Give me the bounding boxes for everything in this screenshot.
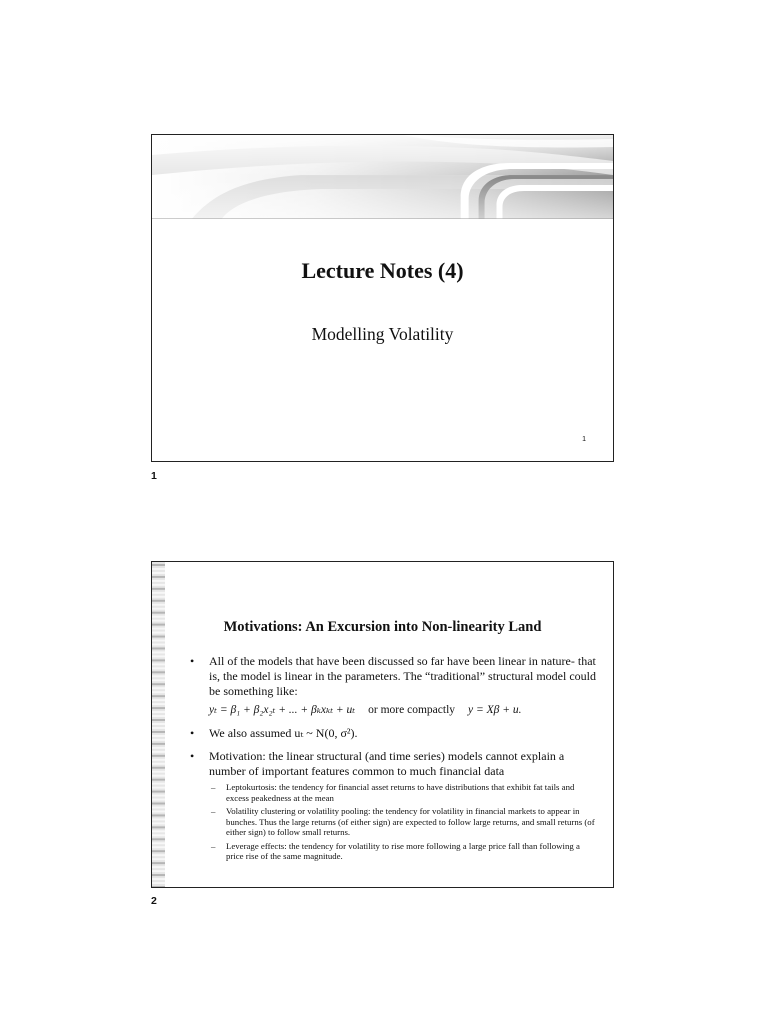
- bullet-text: All of the models that have been discussed so far have been linear in nature- that is, the model is linear in the parameters. The “traditional” structural model could be something like:: [209, 654, 596, 698]
- formula-connector: or more compactly: [368, 704, 456, 716]
- bullet-item: [188, 726, 597, 741]
- stripe-line: [152, 783, 165, 785]
- stripe-line: [152, 866, 165, 868]
- bullet-item: [188, 749, 597, 862]
- stripe-line: [152, 791, 165, 793]
- slide-body: [188, 654, 597, 870]
- stripe-line: [152, 663, 165, 665]
- slide-subtitle: Modelling Volatility: [311, 324, 454, 344]
- stripe-line: [152, 803, 165, 805]
- stripe-line: [152, 568, 165, 570]
- stripe-line: [152, 858, 165, 860]
- stripe-line: [152, 679, 165, 681]
- stripe-line: [152, 604, 165, 606]
- stripe-line: [152, 838, 165, 840]
- decorative-stripes: [152, 562, 165, 887]
- sub-bullet-item: – Volatility clustering or volatility pooling: the tendency for volatility in financial markets to appear in bunches. Thus the large returns (of either sign) are expected to follow large returns, and small returns (of either sign) to follow small returns.: [209, 806, 597, 838]
- stripe-line: [152, 667, 165, 669]
- content-slide: [151, 561, 614, 888]
- slide-number: 1: [582, 436, 586, 443]
- stripe-line: [152, 596, 165, 598]
- stripe-line: [152, 834, 165, 836]
- stripe-line: [152, 771, 165, 773]
- stripe-line: [152, 695, 165, 697]
- stripe-line: [152, 850, 165, 852]
- stripe-line: [152, 699, 165, 701]
- stripe-line: [152, 572, 165, 574]
- stripe-line: [152, 874, 165, 876]
- stripe-line: [152, 691, 165, 693]
- stripe-line: [152, 643, 165, 645]
- stripe-line: [152, 751, 165, 753]
- stripe-line: [152, 584, 165, 586]
- stripe-line: [152, 707, 165, 709]
- formula-line: [209, 703, 597, 718]
- stripe-line: [152, 576, 165, 578]
- formula-main: yₜ = β₁ + β₂x₂ₜ + ... + βₖxₖₜ + uₜ: [209, 704, 356, 716]
- stripe-line: [152, 655, 165, 657]
- stripe-line: [152, 822, 165, 824]
- decorative-banner: [152, 135, 613, 219]
- stripe-line: [152, 810, 165, 812]
- bullet-list: [188, 654, 597, 862]
- stripe-line: [152, 854, 165, 856]
- stripe-line: [152, 787, 165, 789]
- page-number: 1: [151, 470, 157, 482]
- stripe-line: [152, 735, 165, 737]
- stripe-line: [152, 640, 165, 642]
- stripe-line: [152, 564, 165, 566]
- stripe-line: [152, 612, 165, 614]
- stripe-line: [152, 830, 165, 832]
- stripe-line: [152, 608, 165, 610]
- sub-bullet-item: – Leverage effects: the tendency for volatility to rise more following a large price fall than following a price rise of the same magnitude.: [209, 841, 597, 862]
- stripe-line: [152, 703, 165, 705]
- stripe-line: [152, 818, 165, 820]
- stripe-line: [152, 763, 165, 765]
- stripe-line: [152, 659, 165, 661]
- sub-bullet-item: – Leptokurtosis: the tendency for financial asset returns to have distributions that exhibit fat tails and excess peakedness at the mean: [209, 782, 597, 803]
- stripe-line: [152, 711, 165, 713]
- page-number: 2: [151, 895, 157, 907]
- stripe-line: [152, 846, 165, 848]
- stripe-line: [152, 767, 165, 769]
- stripe-line: [152, 731, 165, 733]
- bullet-item: [188, 654, 597, 718]
- slide-title: Motivations: An Excursion into Non-linearity Land: [223, 619, 542, 635]
- stripe-line: [152, 795, 165, 797]
- title-slide: [151, 134, 614, 462]
- stripe-line: [152, 743, 165, 745]
- stripe-line: [152, 715, 165, 717]
- stripe-line: [152, 675, 165, 677]
- stripe-line: [152, 775, 165, 777]
- stripe-line: [152, 651, 165, 653]
- stripe-line: [152, 814, 165, 816]
- stripe-line: [152, 580, 165, 582]
- stripe-line: [152, 806, 165, 808]
- stripe-line: [152, 616, 165, 618]
- stripe-line: [152, 747, 165, 749]
- stripe-line: [152, 870, 165, 872]
- bullet-text: Motivation: the linear structural (and time series) models cannot explain a number of important features common to much financial data: [209, 749, 565, 778]
- slide-title: Lecture Notes (4): [301, 258, 464, 283]
- stripe-line: [152, 727, 165, 729]
- stripe-line: [152, 723, 165, 725]
- stripe-line: [152, 683, 165, 685]
- stripe-line: [152, 878, 165, 880]
- stripe-line: [152, 886, 165, 887]
- stripe-line: [152, 588, 165, 590]
- stripe-line: [152, 739, 165, 741]
- stripe-line: [152, 799, 165, 801]
- stripe-line: [152, 862, 165, 864]
- stripe-line: [152, 755, 165, 757]
- stripe-line: [152, 842, 165, 844]
- stripe-line: [152, 647, 165, 649]
- stripe-line: [152, 759, 165, 761]
- stripe-line: [152, 687, 165, 689]
- stripe-line: [152, 882, 165, 884]
- stripe-line: [152, 779, 165, 781]
- stripe-line: [152, 826, 165, 828]
- formula-compact: y = Xβ + u.: [468, 704, 522, 716]
- stripe-line: [152, 600, 165, 602]
- stripe-line: [152, 719, 165, 721]
- bullet-text: We also assumed uₜ ~ N(0, σ²).: [209, 726, 358, 740]
- stripe-line: [152, 592, 165, 594]
- stripe-line: [152, 671, 165, 673]
- sub-bullet-list: [209, 782, 597, 862]
